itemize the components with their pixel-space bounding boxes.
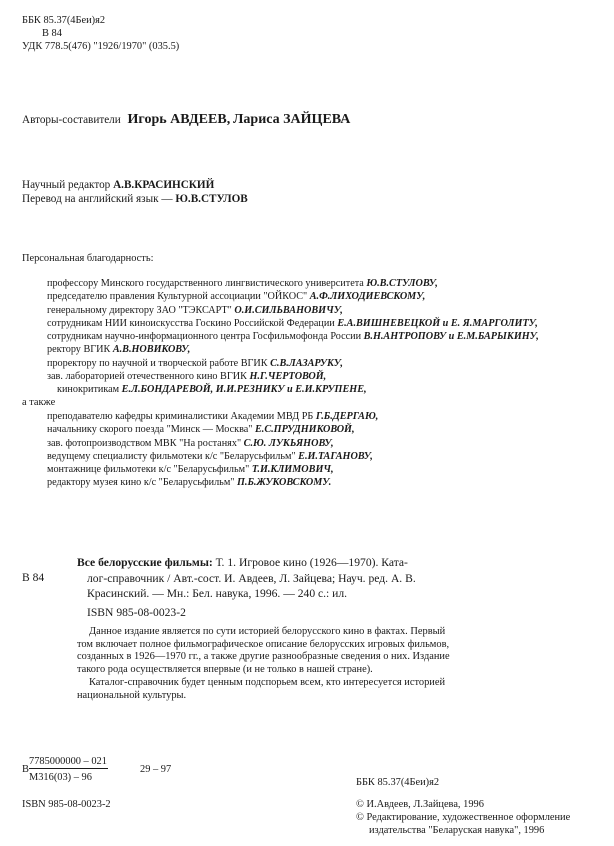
catalog-line-2: лог-справочник / Авт.-сост. И. Авдеев, Л. Зайцева; Науч. ред. А. В. [87, 571, 416, 585]
thanks-person: Ю.В.СТУЛОВУ, [366, 278, 438, 289]
thanks-item [47, 317, 539, 330]
thanks-role: генеральному директору ЗАО "ТЭКСАРТ" [47, 304, 235, 316]
thanks-role: сотрудникам научно-информационного центра Госфильмофонда России [47, 331, 364, 343]
thanks-person: А.В.НОВИКОВУ, [112, 344, 191, 356]
author-mark: В 84 [42, 28, 62, 39]
thanks-role: проректору по научной и творческой работе ВГИК [47, 357, 271, 369]
thanks-role: профессору Минского государственного лингвистического университета [47, 278, 367, 289]
thanks-role: начальнику скорого поезда "Минск — Москва" [47, 424, 255, 436]
catalog-title: Все белорусские фильмы: [77, 556, 213, 569]
copyright-editing: © Редактирование, художественное оформление [356, 812, 571, 823]
thanks-role: зав. фотопроизводством МВК "На ростанях" [47, 437, 244, 449]
thanks-role: председателю правления Культурной ассоциации "ОЙКОС" [47, 291, 310, 303]
thanks-item [47, 290, 539, 303]
index-prefix: В [22, 764, 29, 775]
author-name-1: Игорь АВДЕЕВ, [127, 112, 231, 127]
scientific-editor [22, 178, 214, 192]
thanks-person: О.И.СИЛЬВАНОВИЧУ, [234, 304, 343, 316]
translator-name: Ю.В.СТУЛОВ [175, 193, 248, 205]
thanks-item [47, 423, 378, 436]
thanks-person: Е.И.ТАГАНОВУ, [298, 450, 373, 462]
thanks-role: кинокритикам [57, 384, 122, 396]
copyright-authors: © И.Авдеев, Л.Зайцева, 1996 [356, 799, 484, 810]
thanks-item [47, 437, 378, 450]
translator-label: Перевод на английский язык — [22, 193, 173, 205]
catalog-isbn: ISBN 985-08-0023-2 [87, 605, 186, 619]
footer-bbk: ББК 85.37(4Беи)я2 [356, 777, 440, 788]
copyright-publisher: издательства "Беларуская навука", 1996 [369, 825, 545, 836]
index-tail: 29 – 97 [140, 764, 172, 775]
thanks-person: Н.Г.ЧЕРТОВОЙ, [249, 371, 327, 383]
annotation-line: такого рода осуществляется впервые (и не только в нашей стране). [77, 664, 373, 676]
thanks-item [47, 370, 539, 383]
thanks-item [47, 357, 539, 370]
catalog-line-3: Красинский. — Мн.: Бел. навука, 1996. — 240 с.: ил. [87, 587, 348, 600]
annotation [77, 626, 450, 702]
thanks-role: преподавателю кафедры криминалистики Академии МВД РБ [47, 411, 316, 422]
thanks-person: Е.Л.БОНДАРЕВОЙ, И.И.РЕЗНИКУ и Е.И.КРУПЕНЕ, [121, 384, 367, 396]
thanks-item [47, 343, 539, 356]
thanks-person: В.Н.АНТРОПОВУ и Е.М.БАРЫКИНУ, [363, 331, 539, 343]
thanks-item [47, 277, 539, 290]
thanks-role: монтажнице фильмотеки к/с "Беларусьфильм" [47, 464, 252, 476]
editor-label: Научный редактор [22, 179, 111, 191]
thanks-role: сотрудникам НИИ киноискусства Госкино Российской Федерации [47, 317, 338, 329]
thanks-role: редактору музея кино к/с "Беларусьфильм" [47, 477, 237, 489]
thanks-item [57, 383, 539, 396]
thanks-person: П.Б.ЖУКОВСКОМУ. [236, 477, 332, 489]
annotation-line: созданных в 1926—1970 гг., а также другие разнообразные сведения о них. Издание [77, 651, 450, 663]
catalog-record [77, 555, 416, 620]
thanks-person: Е.А.ВИШНЕВЕЦКОЙ и Е. Я.МАРГОЛИТУ, [337, 317, 538, 329]
annotation-line: национальной культуры. [77, 689, 187, 701]
udk-code: УДК 778.5(476) "1926/1970" (035.5) [22, 41, 180, 52]
thanks-item [47, 410, 378, 423]
footer-isbn: ISBN 985-08-0023-2 [22, 799, 111, 810]
annotation-line: Данное издание является по сути историей белорусского кино в фактах. Первый [89, 626, 446, 637]
thanks-item [47, 304, 539, 317]
thanks-title: Персональная благодарность: [22, 253, 154, 264]
thanks-role: ведущему специалисту фильмотеки к/с "Беларусьфильм" [47, 450, 299, 462]
annotation-line: Каталог-справочник будет ценным подспорьем всем, кто интересуется историей [89, 676, 446, 688]
thanks-item [47, 476, 378, 489]
thanks-item [47, 330, 539, 343]
thanks-person: А.Ф.ЛИХОДИЕВСКОМУ, [309, 291, 426, 303]
index-denominator: М316(03) – 96 [29, 772, 92, 783]
author-name-2: Лариса ЗАЙЦЕВА [233, 112, 351, 127]
thanks-person: Е.С.ПРУДНИКОВОЙ, [255, 424, 355, 436]
thanks-person: Г.Б.ДЕРГАЮ, [315, 411, 379, 422]
thanks-person: С.В.ЛАЗАРУКУ, [270, 357, 343, 369]
authors-label: Авторы-составители [22, 114, 121, 126]
catalog-code: В 84 [22, 571, 45, 584]
thanks-list-2 [47, 410, 378, 490]
catalog-line-1: Т. 1. Игровое кино (1926—1970). Ката- [215, 556, 408, 569]
translator [22, 192, 248, 206]
authors-line [22, 112, 350, 128]
thanks-list-1 [47, 277, 539, 397]
bbk-code: ББК 85.37(4Беи)я2 [22, 15, 106, 26]
index-numerator: 7785000000 – 021 [29, 756, 107, 767]
thanks-also: а также [22, 397, 56, 408]
thanks-item [47, 450, 378, 463]
thanks-role: ректору ВГИК [47, 344, 113, 356]
thanks-role: зав. лабораторией отечественного кино ВГИК [47, 371, 250, 383]
editor-name: А.В.КРАСИНСКИЙ [113, 179, 215, 191]
thanks-person: Т.И.КЛИМОВИЧ, [251, 464, 334, 476]
thanks-person: С.Ю. ЛУКЬЯНОВУ, [243, 437, 334, 449]
thanks-item [47, 463, 378, 476]
annotation-line: том включает полное фильмографическое описание белорусских игровых фильмов, [77, 638, 450, 650]
